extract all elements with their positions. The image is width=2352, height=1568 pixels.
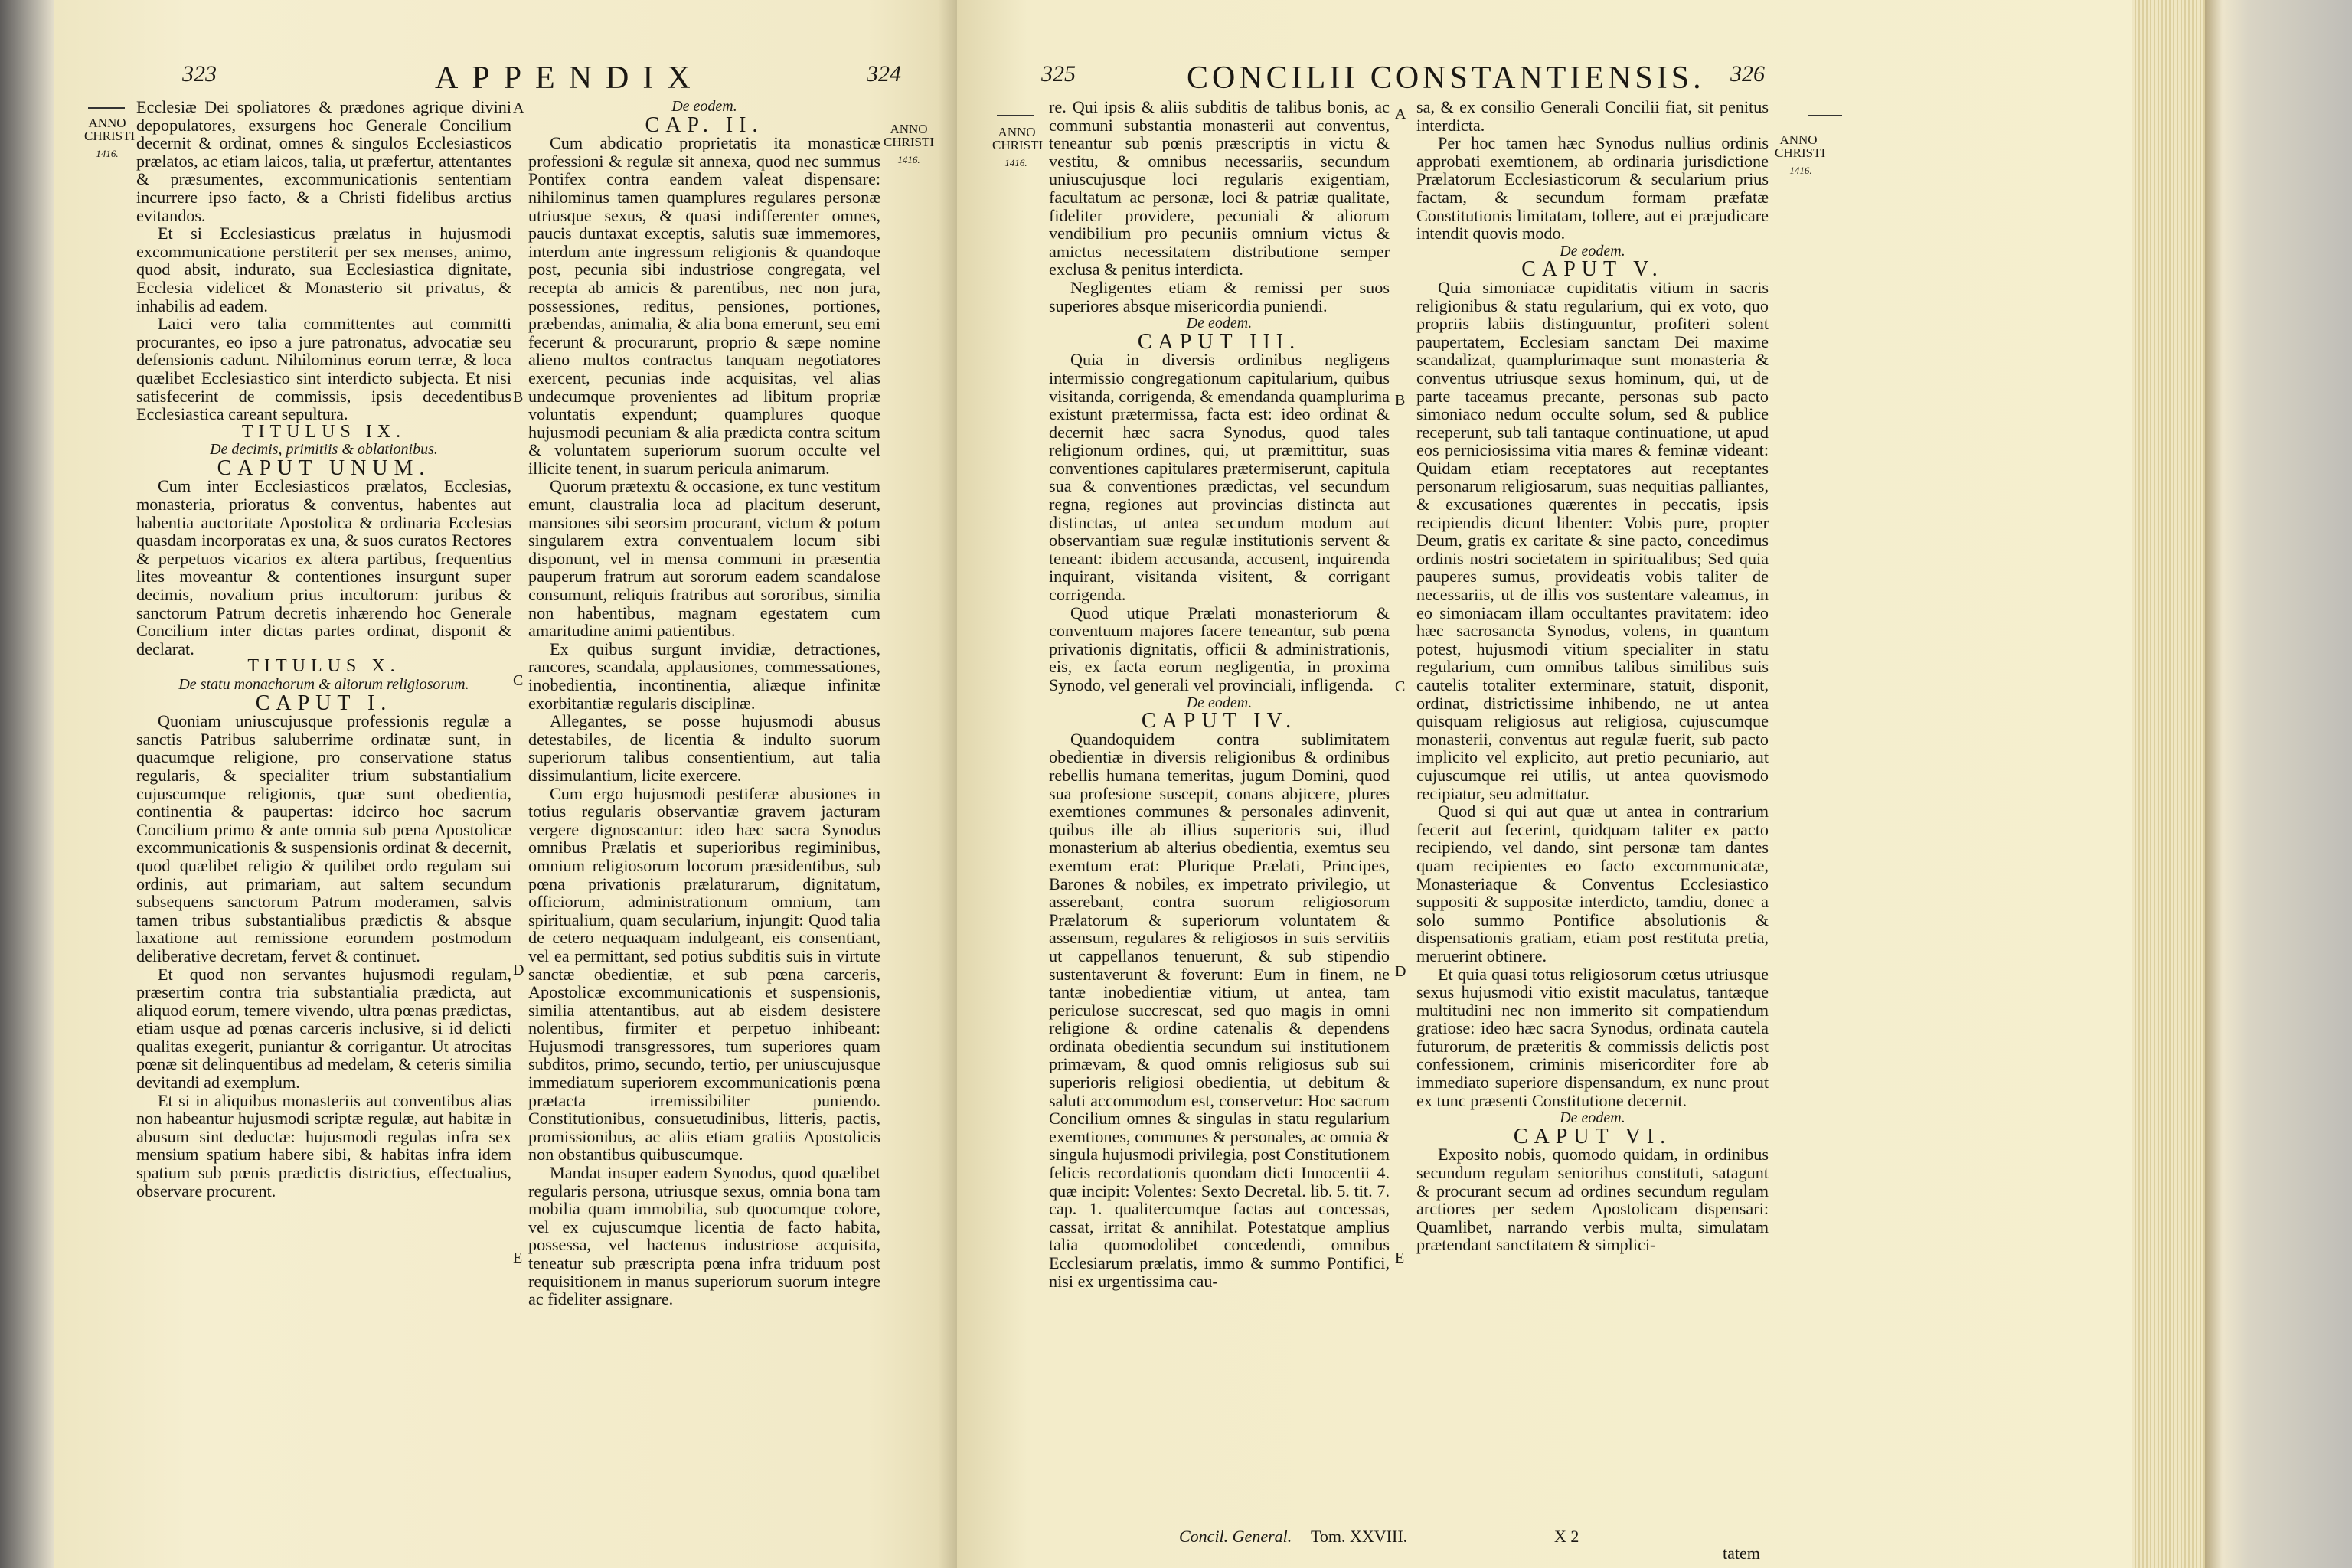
paragraph: Ecclesiæ Dei spoliatores & prædones agrique divini depopulatores, exsurgens hoc Generale Concilium decernit & ordinat, omnes & singulos Ecclesiasticos prælatos, ac etiam laicos, talia, ut præfertur, attentantes & præsumentes, excommunicationis sententiam incurrere ipso facto, & a Christi fidelibus arctius evitandos.: [136, 97, 511, 225]
paragraph: Quod si qui aut quæ ut antea in contrarium fecerit aut fecerint, quidquam taliter ex pacto recipiendo, vel dando, sint personæ tam dantes quam recipientes eo facto excommunicatæ, Monasteriaque & Conventus Ecclesiastico suppositi & suppositæ interdicto, tamdiu, donec a solo summo Pontifice absolutionis & dispensationis gratiam, etiam post restituta pretia, meruerint obtinere.: [1416, 802, 1769, 965]
anno-year: 1416.: [1004, 157, 1027, 168]
paragraph: Quoniam uniuscujusque professionis regulæ a sanctis Patribus saluberrime ordinatæ sunt, in quacumque religione, pro conservatione status regularis, & specialiter trium substantialium cujuscumque religionis, quæ sunt obedientia, continentia & paupertas: idcirco hoc sacrum Concilium primo & ante omnia sub pœna Apostolicæ excommunicationis & suspensionis ordinat & decernit, quod quælibet religio & quilibet ordo regulam sui ordinis, aut primariam, aut saltem secundum subsequens sanctorum Patrum moderamen, salvis tamen tribus substantialibus prædictis & absque laxatione aut remissione eorundem postmodum deliberative decretam, fervet & continuet.: [136, 711, 511, 965]
left-page: [54, 0, 957, 1568]
paragraph: Quod utique Prælati monasteriorum & conventuum majores facere teneantur, sub pœna privationis dignitatis, officii & administrationis, eis, ex facta eorum negligentia, in proxima Synodo, vel generali vel provinciali, infligenda.: [1049, 603, 1390, 694]
page-edges: [2132, 0, 2205, 1568]
paragraph: Quia simoniacæ cupiditatis vitium in sacris religionibus & statu regularium, qui ex voto, quo propriis labiis distinguuntur, profiteri solent paupertatem, Ecclesiam sanctam Dei maxime scandalizat, quamplurimaque sunt monasteria & conventus utriusque sexus hominum, qui, ut de parte taceamus precante, personas sub pacto simoniaco nedum occulte solum, sed & publice receperunt, sub tali tantaque continuatione, ut apud eos perniciosissima vitia mares & feminæ videant: Quidam etiam receptatores aut receptantes personarum religiosarum, suas nequitias palliantes, & excusationes quærentes in peccatis, ipsis recipiendis dicunt libenter: Vobis pure, propter Deum, gratis ex caritate & sine pacto, concedimus ordinis nostri societatem in spiritualibus; Sed quia pauperes sumus, provideatis vobis taliter de necessariis, ut de illis vos sustentare valeamus, in eo simoniacam illam occultantes pravitatem: ideo hæc sacrosancta Synodus, volens, in quantum potest, hujusmodi vitium specialiter in statu regularium, cum omnibus talibus similibus suis cautelis totaliter exterminare, statuit, disponit, ordinat, districtissime inhibendo, ne ut antea quisquam religiosus aut religiosa, cujuscumque monasterii, conventus aut regulæ fuerit, sub pacto implicito vel explicito, aut pretio pecuniario, aut cujuscumque rei utilis, ut antea quovismodo recipiatur, seu admittatur.: [1416, 277, 1769, 803]
margin-letter: E: [1395, 1250, 1405, 1266]
chapter-heading: CAPUT UNUM.: [217, 456, 431, 480]
paragraph: Et quia quasi totus religiosorum cœtus utriusque sexus hujusmodi vitio existit maculatus, tantæque multitudini nec non immerito sit compatiendum gratiose: ideo hæc sacra Synodus, ordinata cautela futurorum, de præteritis & commissis delictis post confessionem, criminis misericorditer fore ab immediato superiore dispensandum, ex nunc prout ex tunc præsenti Constitutione decernit.: [1416, 964, 1769, 1110]
chapter-heading: CAPUT V.: [1521, 257, 1664, 282]
paragraph: Et quod non servantes hujusmodi regulam, præsertim contra tria substantialia prædicta, aut aliquod eorum, temere vivendo, ultra pœnas prædictas, etiam usque ad pœnas carceris inclusive, si id delicti qualitas exegerit, puniantur & corrigantur. Ut atrocitas pœnæ sit delinquentibus ad medelam, & ceteris similia devitandi ad exemplum.: [136, 964, 511, 1093]
margin-letter: A: [513, 100, 524, 116]
paragraph: Quorum prætextu & occasione, ex tunc vestitum emunt, claustralia loca ad placitum deserunt, mansiones sibi seorsim procurant, victum & potum singularem extra conventualem locum sibi disponunt, vel in mensa communi in præsentia pauperum fratrum aut sororum eadem scandalose consumunt, reliquis fratribus aut sororibus, similia non habentibus, magnam egestatem cum amaritudine animi patientibus.: [528, 476, 880, 641]
text-column-1: [136, 98, 511, 1200]
margin-dash: [997, 115, 1034, 116]
paragraph: Per hoc tamen hæc Synodus nullius ordinis approbati exemtionem, ab ordinaria jurisdictione Prælatorum Ecclesiasticorum & secularium prius factam, & secundum formam præfatæ Constitutionis limitatam, tollere, aut ei præjudicare intendit quovis modo.: [1416, 133, 1769, 243]
paragraph: Ex quibus surgunt invidiæ, detractiones, rancores, scandala, applausiones, commessationes, inobedientia, incontinentia, aliæque infinitæ exorbitantiæ regularis disciplinæ.: [528, 639, 880, 713]
background-right: [2205, 0, 2352, 1568]
footer-signature: Concil. General.: [1179, 1527, 1292, 1546]
running-head: CONCILII CONSTANTIENSIS.: [1187, 60, 1705, 96]
paragraph: Et si Ecclesiasticus prælatus in hujusmodi excommunicatione perstiterit per sex menses, animo, quod absit, indurato, sua Ecclesiastica dignitate, Ecclesia videlicet & Monasterio sit privatus, & inhabilis ad eadem.: [136, 224, 511, 315]
footer-volume: Tom. XXVIII.: [1311, 1527, 1408, 1546]
anno-christi-label: ANNO CHRISTI: [992, 125, 1044, 152]
paragraph: Laici vero talia committentes aut committi procurantes, eo ipso a jure patronatus, advocatiæ seu defensionis cadunt. Nihilominus eorum terræ, & loca quælibet Ecclesiastico sint interdicto subjecta. Et nisi satisfecerint de commissis, ipsis decedentibus Ecclesiastica careant sepultura.: [136, 314, 511, 424]
margin-letter: C: [513, 672, 524, 689]
margin-letter: A: [1395, 106, 1406, 122]
de-eodem-heading: De eodem.: [1560, 242, 1625, 260]
chapter-heading: CAPUT I.: [255, 691, 393, 715]
margin-letter: D: [1395, 963, 1406, 980]
paragraph: Negligentes etiam & remissi per suos superiores absque misericordia puniendi.: [1049, 277, 1390, 315]
anno-christi-label: ANNO CHRISTI: [84, 116, 136, 143]
margin-letter: B: [513, 389, 524, 406]
margin-letter: B: [1395, 392, 1406, 409]
de-eodem-heading: De eodem.: [1186, 315, 1253, 332]
paragraph: Exposito nobis, quomodo quidam, in ordinibus secundum regulam seniorihus constituti, satagunt & procurant secum ad ordines secundum regulam arctiores per sedem Apostolicam dispensari: Quamlibet, narrando verbis multa, simulatam prætendant sanctitatem & simplici-: [1416, 1145, 1769, 1255]
page-number: 325: [1041, 61, 1076, 87]
section-subheading: De statu monachorum & aliorum religiosorum.: [178, 676, 469, 693]
section-heading: TITULUS X.: [247, 656, 400, 677]
paragraph: Cum ergo hujusmodi pestiferæ abusiones in totius regularis observantiæ gravem jacturam vergere dignoscantur: ideo hæc sacra Synodus omnibus Prælatis et superioribus regiminibus, omnium religiosorum locorum præsidentibus, sub pœna privationis prælaturarum, dignitatum, officiorum, administrationum omnium, tam spiritualium, quam secularium, injungit: Quod talia de cetero nequaquam indulgeant, eis consentiant, vel ea permittant, sed potius subditis suis in virtute sanctæ obedientiæ, et sub pœna carceris, Apostolicæ excommunicationis et suspensionis, similia attentantibus, aut ab eisdem desistere nolentibus, firmiter et perpetuo inhibeant: Hujusmodi transgressores, tum superiores quam subditos, primo, secundo, tertio, per uniuscujusque immediatum superiorem excommunicationis pœna prætacta irremissibiliter puniendo. Constitutionibus, consuetudinibus, litteris, pactis, promissionibus, ac aliis etiam gratiis Apostolicis non obstantibus quibuscumque.: [528, 783, 880, 1165]
book-shadow-left: [0, 0, 54, 1568]
margin-dash: [1808, 115, 1842, 116]
page-number: 326: [1730, 61, 1765, 87]
text-column-4: [1416, 98, 1769, 1254]
anno-christi-label: ANNO CHRISTI: [1775, 132, 1826, 160]
text-column-3: [1049, 98, 1390, 1290]
chapter-heading: CAP. II.: [645, 113, 764, 137]
paragraph: Allegantes, se posse hujusmodi abusus detestabiles, de licentia & indulto suorum superiorum talibus consentientium, aut talia dissimulantium, licite exercere.: [528, 711, 880, 785]
page-number: 324: [867, 61, 901, 87]
margin-letter: D: [513, 962, 524, 978]
text-column-2: [528, 98, 880, 1308]
section-heading: TITULUS IX.: [241, 421, 407, 442]
paragraph: re. Qui ipsis & aliis subditis de talibus bonis, ac communi substantia monasterii aut conventus, teneantur sub pœnis præscriptis in victu & vestitu, & omnibus necessariis, secundum uniuscujusque loci regularis exigentiam, facultatum ac personæ, loci & patriæ qualitate, fideliter providere, pecuniali & aliorum vendibilium pro pecuniis omnium victus & amictus necessitatem distributione semper exclusa & penitus interdicta.: [1049, 97, 1390, 279]
paragraph: Cum inter Ecclesiasticos prælatos, Ecclesias, monasteria, prioratus & conventus, habentes aut habentia auctoritate Apostolica & ordinaria Ecclesias quasdam incorporatas ex una, & suos curatos Rectores & perpetuos vicarios ex altera partibus, frequentius lites moveantur & contentiones insurgunt super decimis, novalium prius incultorum: juribus & sanctorum Patrum decretis inhærendo hoc Generale Concilium inter dictas partes ordinat, disponit & declarat.: [136, 476, 511, 658]
paragraph: sa, & ex consilio Generali Concilii fiat, sit penitus interdicta.: [1416, 97, 1769, 135]
margin-letter: C: [1395, 678, 1406, 695]
paragraph: Et si in aliquibus monasteriis aut conventibus alias non habeantur hujusmodi scriptæ regulæ, aut habitæ in abusum sint deductæ: hujusmodi regulas infra sex mensium spatium habere sibi, & habitas infra idem spatium sub pœnis prædictis districtius, effectualius, observare procurent.: [136, 1090, 511, 1200]
chapter-heading: CAPUT III.: [1137, 329, 1302, 354]
anno-christi-label: ANNO CHRISTI: [883, 122, 935, 149]
catchword: tatem: [1723, 1544, 1760, 1563]
margin-letter: E: [513, 1250, 523, 1266]
anno-year: 1416.: [1789, 165, 1812, 176]
paragraph: Cum abdicatio proprietatis ita monasticæ professioni & regulæ sit annexa, quod nec summus Pontifex contra eandem valeat dispensare: nihilominus tamen quamplures regulares personæ utriusque sexus, & quasi indifferenter omnes, paucis duntaxat exceptis, salutis suæ immemores, interdum ante ingressum religionis & quandoque post, pecunia sibi industriose congregata, vel recepta ab amicis & parentibus, nec non jura, possessiones, reditus, pensiones, portiones, præbendas, animalia, & alia bona emerunt, seu emi fecerunt & procurarunt, proprio & sæpe nomine alieno multos contractus tanquam negotiatores exercent, pecunias inde acquisitas, vel alias undecumque provenientes ad libitum propriæ voluntatis expendunt; quamplures quoque hujusmodi pecuniam & alia prædicta contra scitum & voluntatem superiorum suorum occulte vel illicite tenent, in suarum pericula animarum.: [528, 133, 880, 478]
right-page: [957, 0, 2132, 1568]
chapter-heading: CAPUT IV.: [1141, 709, 1298, 733]
margin-dash: [88, 107, 125, 109]
anno-year: 1416.: [96, 148, 119, 159]
de-eodem-heading: De eodem.: [1560, 1109, 1625, 1127]
de-eodem-heading: De eodem.: [1186, 694, 1253, 711]
section-subheading: De decimis, primitiis & oblationibus.: [210, 441, 438, 459]
paragraph: Quia in diversis ordinibus negligens intermissio congregationum capitularium, quibus visitanda, corrigenda, & emendanda quamplurima existunt prætermissa, facta est: ideo ordinat & decernit hæc sacra Synodus, quod tales religionum ordines, qui, ut præmittitur, suas conventiones capitulares prætermiserunt, capitula sua & conventiones prædictas, vel secundum regna, regiones aut provincias distincta aut distinctas, ut antea secundum modum aut observantiam suæ regulæ institutionis servent & teneant: ibidem accusanda, accusent, inquirenda inquirant, visitanda visitent, & corrigant corrigenda.: [1049, 350, 1390, 605]
paragraph: Mandat insuper eadem Synodus, quod quælibet regularis persona, utriusque sexus, omnia bona tam mobilia quam immobilia, sub quocumque colore, vel ex cujuscumque licentia de facto habita, possessa, vel hactenus industriose acquisita, teneatur sub præscripta pœna infra triduum post requisitionem in manus superiorum suorum integre ac fideliter assignare.: [528, 1163, 880, 1309]
running-head: APPENDIX: [435, 60, 704, 96]
de-eodem-heading: De eodem.: [671, 98, 737, 115]
anno-year: 1416.: [897, 154, 920, 165]
paragraph: Quandoquidem contra sublimitatem obedientiæ in diversis religionibus & ordinibus rebellis humana temeritas, jugum Domini, quod sua profesione suscepit, conans abjicere, plures exemtiones communes & personales adinvenit, quibus ille ab illius superioris sui, illud monasterium ab alterius obedientia, exemtus seu exemtum erat: Plurique Prælati, Principes, Barones & nobiles, ex impetrato privilegio, ut asserebant, contra suorum religiosorum Prælatorum & superiorum voluntatem & assensum, regulares & religiosos in suis servitiis ut cappellanos tenuerunt, & sub stipendio sustentaverunt & foverunt: Eum in finem, ne tantæ inobedientiæ vitium, ut antea, tam periculose succrescat, sed quo magis in omni religione & ordine catenalis & dependens ordinata obedientia secundum sui institutionem primævam, & quod omnis religiosus sub sui superioris religiosi obedientia, ut debitum & saluti accommodum est, conservetur: Hoc sacrum Concilium omnes & singulas in statu regularium exemtiones, communes & personales, ac omnia & singula hujusmodi privilegia, post Constitutionem felicis recordationis quondam dicti Innocentii 4. quæ incipit: Volentes: Sexto Decretal. lib. 5. tit. 7. cap. 1. qualitercumque factas aut concessas, cassat, irritat & annihilat. Potestatque amplius talia quomodolibet concedendi, omnibus Ecclesiarum prælatis, immo & summo Pontifici, nisi ex urgentissima cau-: [1049, 729, 1390, 1291]
page-number: 323: [182, 61, 217, 87]
chapter-heading: CAPUT VI.: [1513, 1124, 1672, 1148]
signature-mark: X 2: [1554, 1527, 1579, 1546]
